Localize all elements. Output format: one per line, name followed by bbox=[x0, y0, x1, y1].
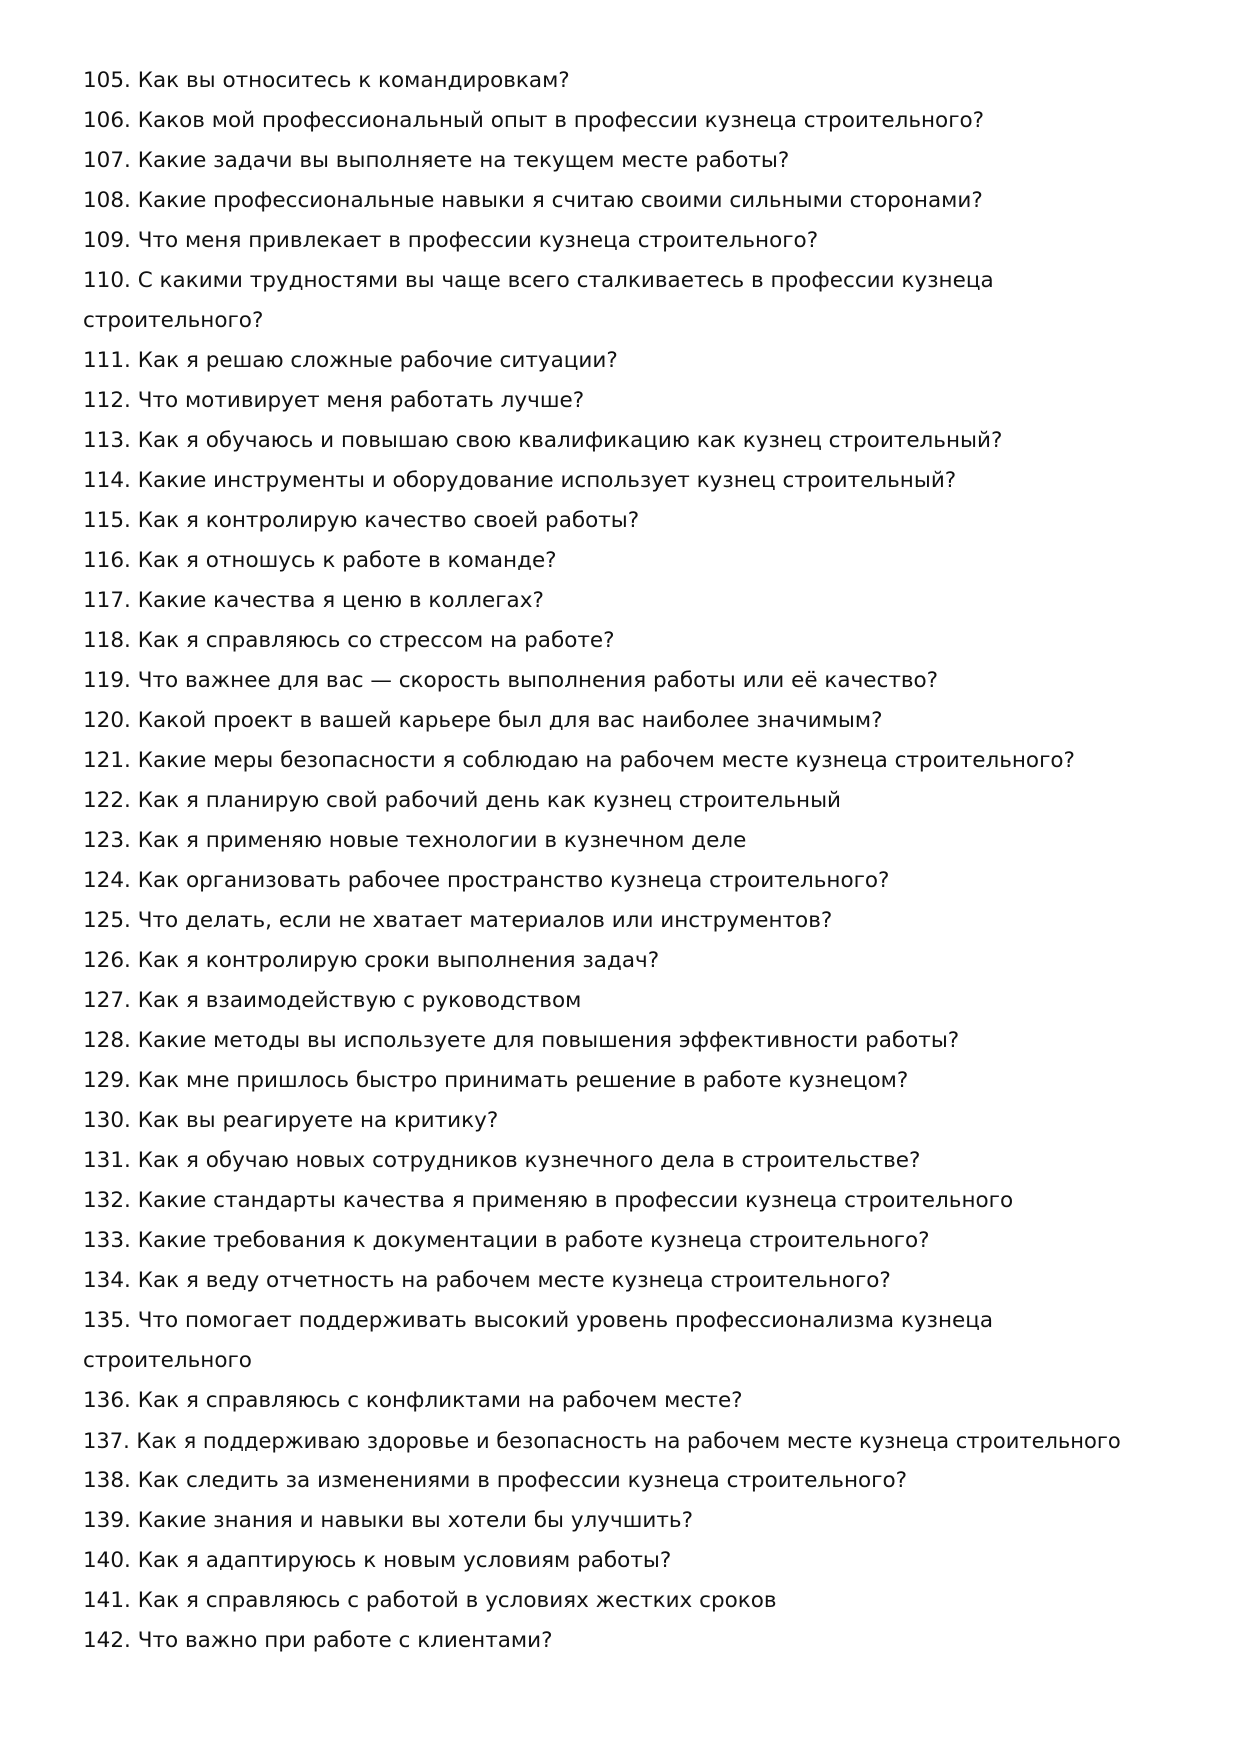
question-131: 131. Как я обучаю новых сотрудников кузнечного дела в строительстве? bbox=[83, 1148, 921, 1173]
question-124: 124. Как организовать рабочее пространство кузнеца строительного? bbox=[83, 868, 890, 893]
question-105: 105. Как вы относитесь к командировкам? bbox=[83, 68, 570, 93]
question-137: 137. Как я поддерживаю здоровье и безопасность на рабочем месте кузнеца строительного bbox=[83, 1429, 1121, 1453]
question-120: 120. Какой проект в вашей карьере был для вас наиболее значимым? bbox=[83, 708, 883, 733]
question-134: 134. Как я веду отчетность на рабочем месте кузнеца строительного? bbox=[83, 1268, 891, 1293]
question-129: 129. Как мне пришлось быстро принимать решение в работе кузнецом? bbox=[83, 1068, 909, 1093]
question-128: 128. Какие методы вы используете для повышения эффективности работы? bbox=[83, 1028, 960, 1053]
question-130: 130. Как вы реагируете на критику? bbox=[83, 1108, 499, 1133]
question-108: 108. Какие профессиональные навыки я считаю своими сильными сторонами? bbox=[83, 188, 983, 213]
question-116: 116. Как я отношусь к работе в команде? bbox=[83, 548, 557, 573]
question-123: 123. Как я применяю новые технологии в кузнечном деле bbox=[83, 828, 747, 853]
question-109: 109. Что меня привлекает в профессии кузнеца строительного? bbox=[83, 228, 819, 253]
question-113: 113. Как я обучаюсь и повышаю свою квалификацию как кузнец строительный? bbox=[83, 428, 1003, 453]
question-133: 133. Какие требования к документации в работе кузнеца строительного? bbox=[83, 1228, 930, 1253]
question-106: 106. Каков мой профессиональный опыт в профессии кузнеца строительного? bbox=[83, 108, 985, 133]
question-126: 126. Как я контролирую сроки выполнения задач? bbox=[83, 948, 660, 973]
question-122: 122. Как я планирую свой рабочий день как кузнец строительный bbox=[83, 788, 842, 813]
question-list bbox=[83, 61, 1203, 1661]
question-135: 135. Что помогает поддерживать высокий уровень профессионализма кузнеца строительного bbox=[83, 1308, 994, 1373]
question-115: 115. Как я контролирую качество своей работы? bbox=[83, 508, 640, 533]
question-119: 119. Что важнее для вас — скорость выполнения работы или её качество? bbox=[83, 668, 939, 693]
question-138: 138. Как следить за изменениями в профессии кузнеца строительного? bbox=[83, 1468, 908, 1493]
question-117: 117. Какие качества я ценю в коллегах? bbox=[83, 588, 544, 613]
question-121: 121. Какие меры безопасности я соблюдаю на рабочем месте кузнеца строительного? bbox=[83, 748, 1075, 773]
question-141: 141. Как я справляюсь с работой в условиях жестких сроков bbox=[83, 1588, 777, 1613]
question-111: 111. Как я решаю сложные рабочие ситуации? bbox=[83, 348, 618, 373]
question-107: 107. Какие задачи вы выполняете на текущем месте работы? bbox=[83, 148, 790, 173]
question-136: 136. Как я справляюсь с конфликтами на рабочем месте? bbox=[83, 1388, 743, 1413]
question-140: 140. Как я адаптируюсь к новым условиям работы? bbox=[83, 1548, 672, 1573]
question-118: 118. Как я справляюсь со стрессом на работе? bbox=[83, 628, 615, 653]
question-142: 142. Что важно при работе с клиентами? bbox=[83, 1628, 553, 1653]
question-112: 112. Что мотивирует меня работать лучше? bbox=[83, 388, 585, 413]
question-139: 139. Какие знания и навыки вы хотели бы улучшить? bbox=[83, 1508, 693, 1533]
question-127: 127. Как я взаимодействую с руководством bbox=[83, 988, 582, 1013]
question-125: 125. Что делать, если не хватает материалов или инструментов? bbox=[83, 908, 833, 933]
question-114: 114. Какие инструменты и оборудование использует кузнец строительный? bbox=[83, 468, 957, 493]
question-110: 110. С какими трудностями вы чаще всего сталкиваетесь в профессии кузнеца строительного? bbox=[83, 268, 994, 333]
question-132: 132. Какие стандарты качества я применяю в профессии кузнеца строительного bbox=[83, 1188, 1014, 1213]
